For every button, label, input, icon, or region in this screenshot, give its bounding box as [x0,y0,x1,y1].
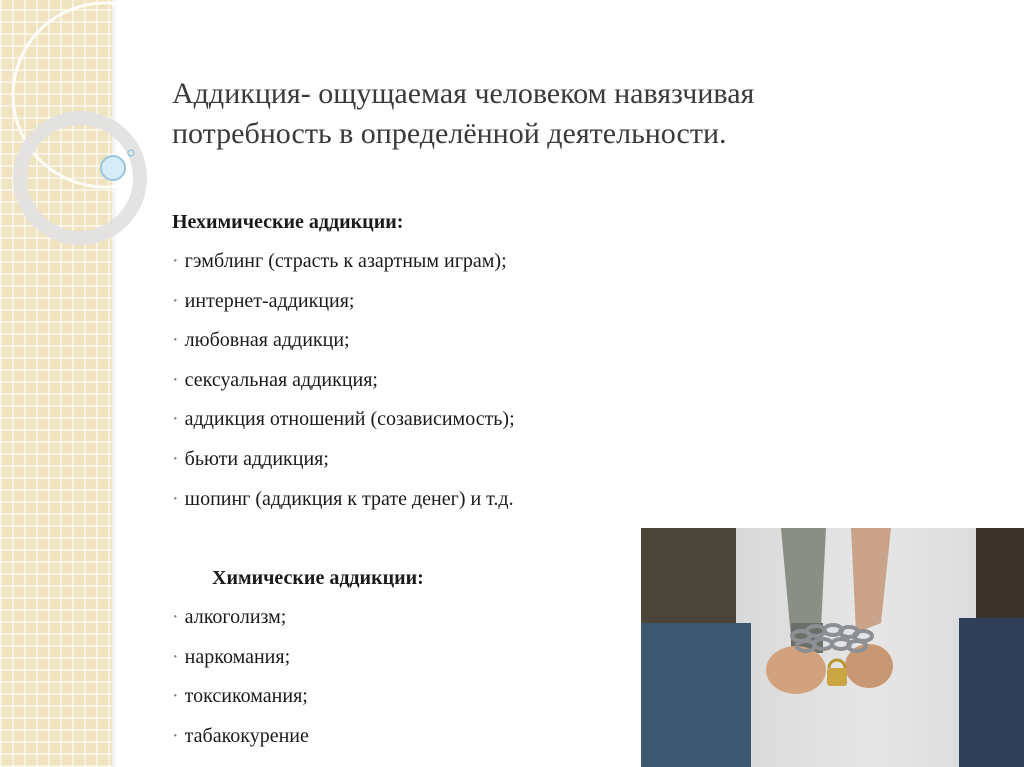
slide-title: Аддикция- ощущаемая человеком навязчивая потребность в определённой деятельности. [172,77,755,150]
list-item: · алкоголизм; [172,606,287,628]
non-chemical-list [172,202,632,519]
list-item: · сексуальная аддикция; [172,368,378,391]
non-chemical-heading: Нехимические аддикции: [172,211,404,233]
padlock-icon [827,668,847,686]
list-item: · любовная аддикци; [172,329,350,352]
thick-ring [20,118,140,238]
list-item: · наркомания; [172,645,291,668]
decorative-rings [0,0,200,260]
list-item: · интернет-аддикция; [172,289,355,312]
list-item: · бьюти аддикция; [172,447,329,470]
list-item: · табакокурение [172,724,309,747]
blue-bead [101,156,125,180]
list-item: · шопинг (аддикция к трате денег) и т.д. [172,487,514,510]
list-item: · гэмблинг (страсть к азартным играм); [172,250,507,272]
list-item: · аддикция отношений (созависимость); [172,408,515,431]
chained-hands-photo [641,528,1024,767]
chemical-list [172,558,632,756]
chemical-heading: Химические аддикции: [212,567,424,589]
list-item: · токсикомания; [172,685,308,708]
